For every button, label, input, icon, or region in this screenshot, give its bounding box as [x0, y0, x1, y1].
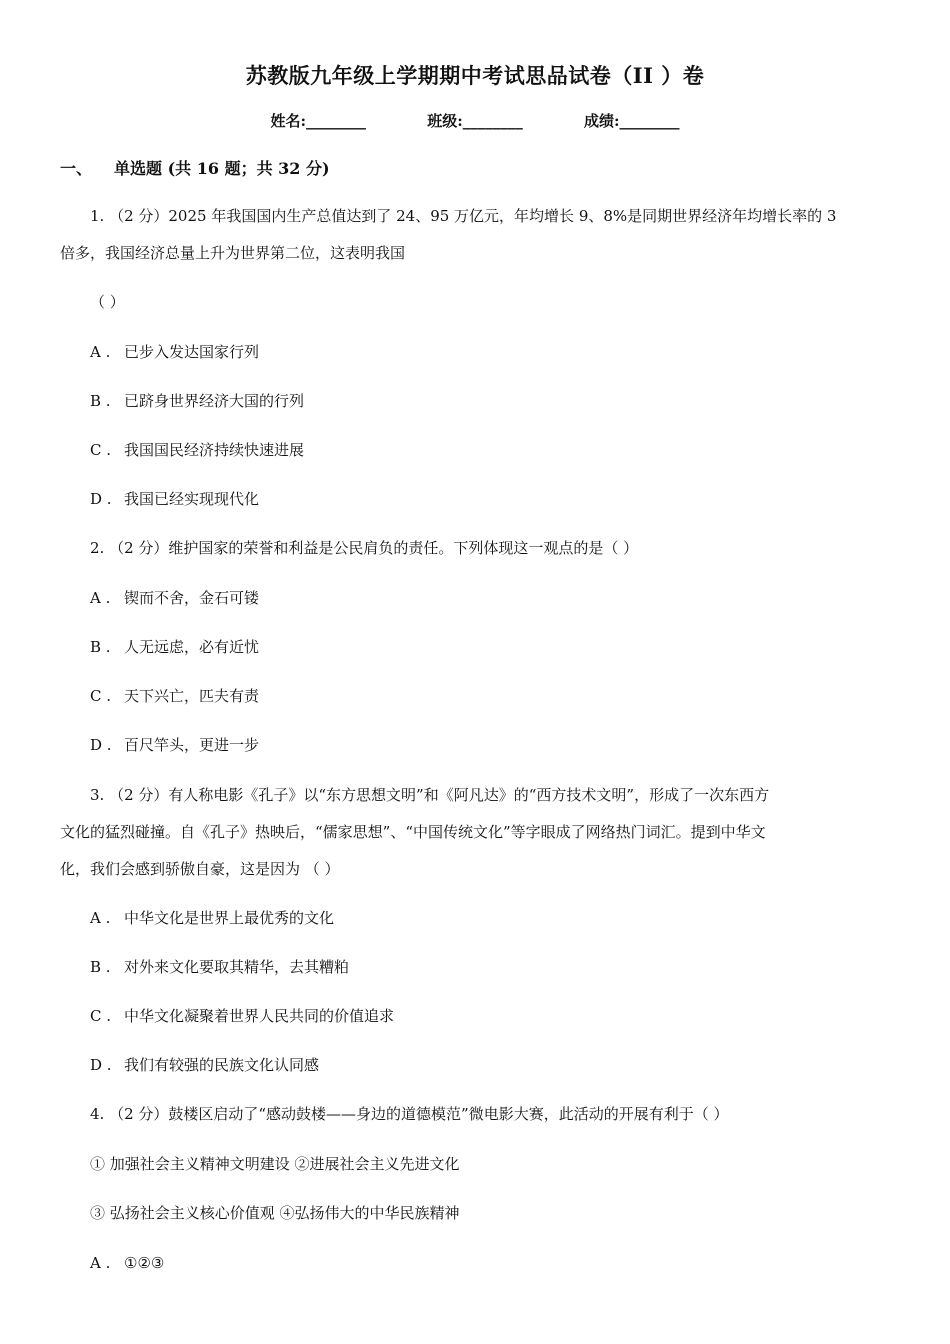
class-field-label: 班级:________: [427, 112, 523, 130]
question-1-option-c[interactable]: [90, 440, 304, 460]
option-letter: B .: [90, 958, 111, 976]
question-2-option-a[interactable]: [90, 588, 259, 608]
question-3-text-line-2: 文化的猛烈碰撞。自《孔子》热映后，“儒家思想”、“中国传统文化”等字眼成了网络热门词汇。提到中华文: [60, 823, 766, 841]
option-letter: C .: [90, 687, 112, 705]
question-2-option-c[interactable]: [90, 686, 259, 706]
option-text: 对外来文化要取其精华，去其糟粕: [124, 958, 350, 976]
question-4-text-line-1: 4. （2 分）鼓楼区启动了“感动鼓楼——身边的道德模范”微电影大赛，此活动的开展有利于（ ）: [90, 1105, 729, 1123]
section-heading: [60, 156, 330, 179]
option-text: 中华文化是世界上最优秀的文化: [124, 909, 335, 927]
score-field-label: 成绩:________: [584, 112, 680, 130]
option-letter: A .: [90, 1254, 111, 1272]
option-letter: C .: [90, 1007, 112, 1025]
option-text: 我国已经实现现代化: [124, 490, 260, 508]
question-2-option-b[interactable]: [90, 637, 259, 657]
option-text: 锲而不舍，金石可镂: [124, 589, 260, 607]
question-2-option-d[interactable]: [90, 735, 259, 755]
option-text: 人无远虑，必有近忧: [124, 638, 260, 656]
option-text: 已步入发达国家行列: [124, 343, 260, 361]
question-3-option-a[interactable]: [90, 908, 334, 928]
option-text: 已跻身世界经济大国的行列: [124, 392, 305, 410]
section-number: 一、: [60, 159, 93, 178]
question-3-option-c[interactable]: [90, 1006, 394, 1026]
question-3-option-b[interactable]: [90, 957, 349, 977]
name-field-label: 姓名:________: [270, 112, 366, 130]
option-letter: A .: [90, 589, 111, 607]
option-letter: B .: [90, 392, 111, 410]
exam-title: 苏教版九年级上学期期中考试思品试卷（II ）卷: [245, 63, 705, 88]
question-3-text-line-1: 3. （2 分）有人称电影《孔子》以“东方思想文明”和《阿凡达》的“西方技术文明”，形成了一次东西方: [90, 786, 770, 804]
question-1-answer-bracket: （ ）: [90, 293, 125, 311]
option-letter: D .: [90, 736, 112, 754]
option-letter: A .: [90, 343, 111, 361]
section-title: 单选题 (共 16 题；共 32 分): [114, 159, 330, 178]
option-text: ①②③: [124, 1254, 165, 1272]
question-4-statements-line-1: ① 加强社会主义精神文明建设 ②进展社会主义先进文化: [90, 1155, 460, 1173]
student-info-line: [0, 110, 950, 131]
option-text: 天下兴亡，匹夫有责: [124, 687, 260, 705]
option-letter: C .: [90, 441, 112, 459]
option-letter: D .: [90, 490, 112, 508]
question-1-text-line-2: 倍多，我国经济总量上升为世界第二位，这表明我国: [60, 244, 406, 262]
question-3-text-line-3: 化，我们会感到骄傲自豪，这是因为 （ ）: [60, 860, 340, 878]
question-3-option-d[interactable]: [90, 1055, 319, 1075]
question-1-text-line-1: 1. （2 分）2025 年我国国内生产总值达到了 24、95 万亿元，年均增长 9、8%是同期世界经济年均增长率的 3: [90, 207, 837, 225]
question-2-text-line-1: 2. （2 分）维护国家的荣誉和利益是公民肩负的责任。下列体现这一观点的是（ ）: [90, 539, 639, 557]
option-letter: A .: [90, 909, 111, 927]
option-text: 百尺竿头，更进一步: [124, 736, 260, 754]
option-letter: B .: [90, 638, 111, 656]
question-4-option-a[interactable]: [90, 1253, 164, 1273]
option-text: 我国国民经济持续快速进展: [124, 441, 305, 459]
question-1-option-b[interactable]: [90, 391, 304, 411]
option-text: 我们有较强的民族文化认同感: [124, 1056, 320, 1074]
question-1-option-a[interactable]: [90, 342, 259, 362]
question-4-statements-line-2: ③ 弘扬社会主义核心价值观 ④弘扬伟大的中华民族精神: [90, 1204, 460, 1222]
option-letter: D .: [90, 1056, 112, 1074]
question-1-option-d[interactable]: [90, 489, 259, 509]
option-text: 中华文化凝聚着世界人民共同的价值追求: [124, 1007, 395, 1025]
